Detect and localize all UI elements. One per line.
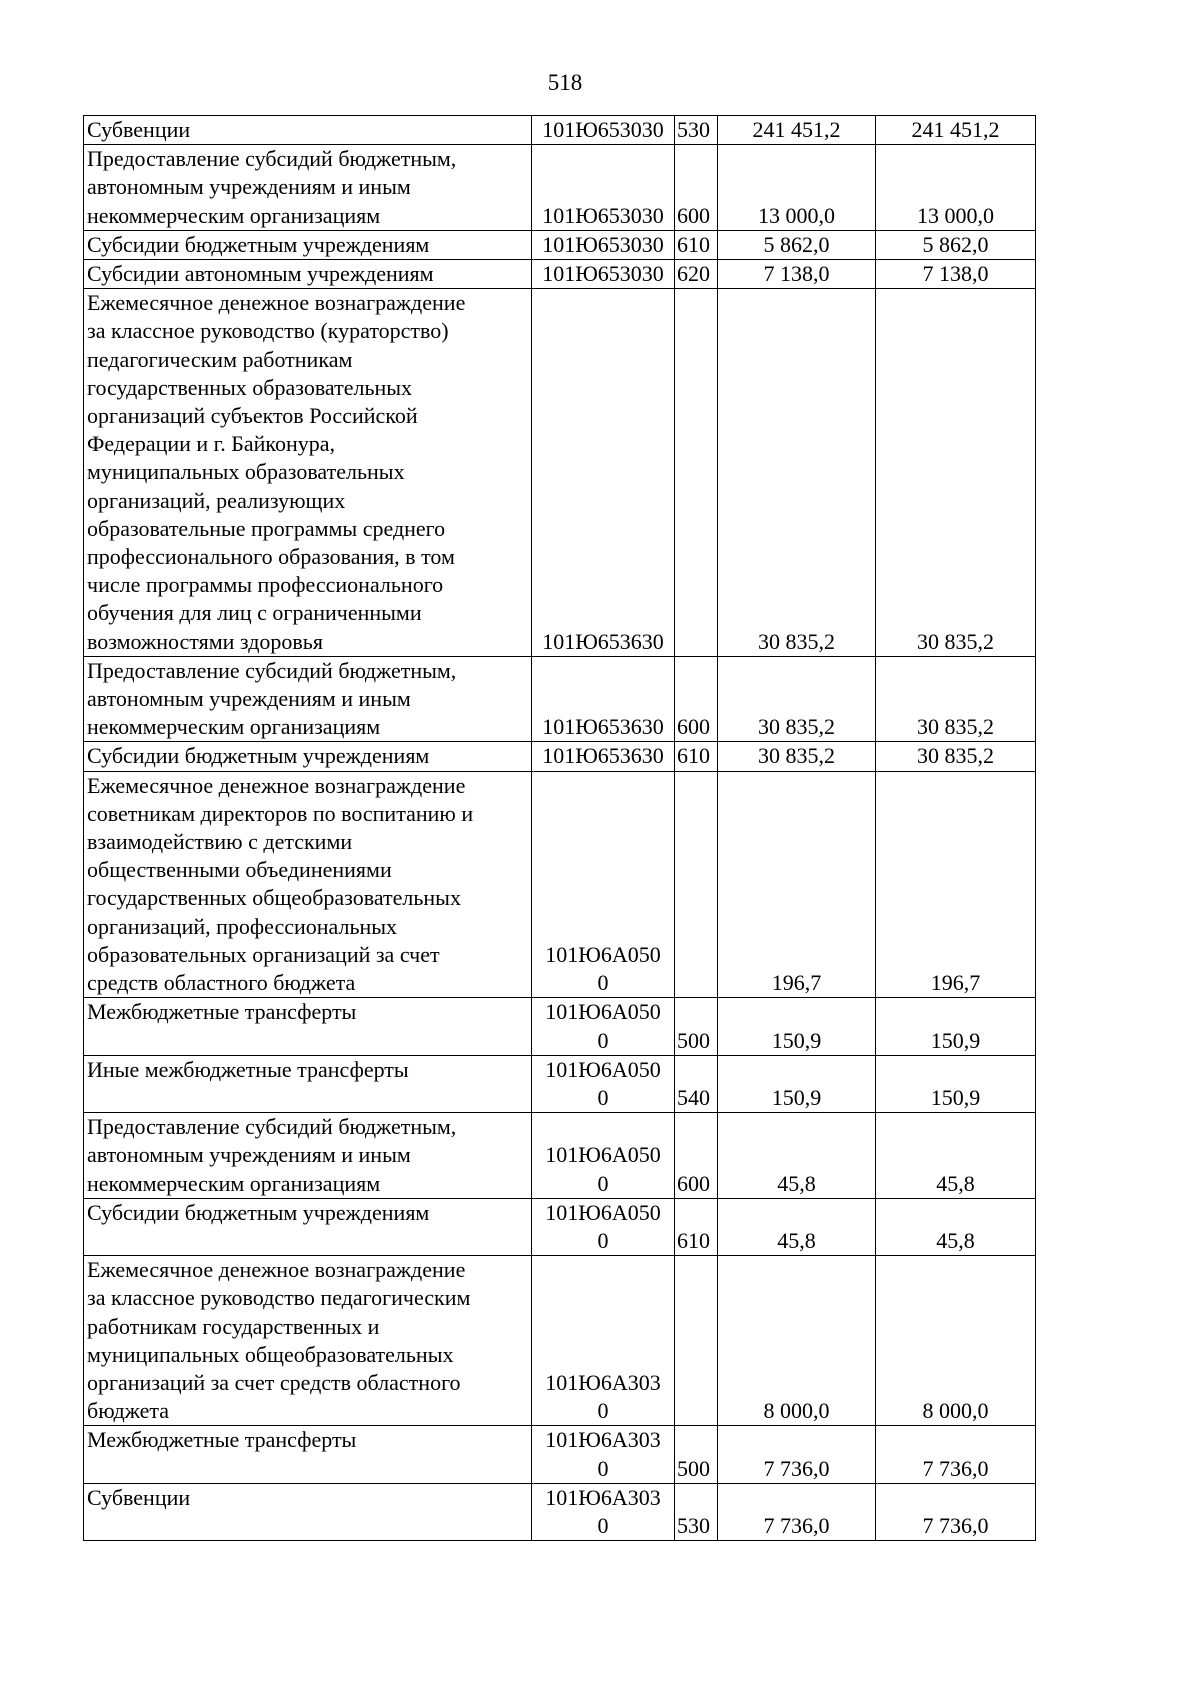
expense-type-cell: 600 [675,1113,718,1199]
amount-year-2-cell: 5 862,0 [876,230,1036,259]
target-code-cell: 101Ю653030 [532,116,675,145]
target-code-cell: 101Ю653630 [532,656,675,742]
expense-name-cell: Предоставление субсидий бюджетным, автономным учреждениям и иным некоммерческим организациям [84,1113,532,1199]
table-row [84,742,1036,771]
amount-year-2-cell: 13 000,0 [876,145,1036,231]
amount-year-1-cell: 150,9 [718,1055,876,1112]
expense-name-cell: Предоставление субсидий бюджетным, автономным учреждениям и иным некоммерческим организациям [84,656,532,742]
amount-year-1-cell: 241 451,2 [718,116,876,145]
amount-year-1-cell: 45,8 [718,1198,876,1255]
expense-name-cell: Ежемесячное денежное вознаграждение за классное руководство педагогическим работникам государственных и муниципальных общеобразовательных организаций за счет средств областного бюджета [84,1256,532,1426]
amount-year-1-cell: 7 138,0 [718,260,876,289]
amount-year-2-cell: 7 736,0 [876,1426,1036,1483]
target-code-cell: 101Ю6А050 0 [532,771,675,998]
expense-type-cell: 540 [675,1055,718,1112]
table-row [84,1198,1036,1255]
table-row [84,656,1036,742]
expense-type-cell: 610 [675,230,718,259]
expense-type-cell: 600 [675,656,718,742]
budget-table [83,115,1036,1541]
expense-name-cell: Ежемесячное денежное вознаграждение советникам директоров по воспитанию и взаимодействию с детскими общественными объединениями государственных общеобразовательных организаций, профессиональных образовательных организаций за счет средств областного бюджета [84,771,532,998]
expense-type-cell: 530 [675,116,718,145]
table-row [84,771,1036,998]
amount-year-1-cell: 8 000,0 [718,1256,876,1426]
target-code-cell: 101Ю6А303 0 [532,1426,675,1483]
amount-year-2-cell: 8 000,0 [876,1256,1036,1426]
target-code-cell: 101Ю6А303 0 [532,1256,675,1426]
expense-type-cell [675,1256,718,1426]
target-code-cell: 101Ю6А303 0 [532,1483,675,1540]
amount-year-2-cell: 241 451,2 [876,116,1036,145]
expense-type-cell [675,289,718,657]
table-row [84,1113,1036,1199]
table-row [84,1256,1036,1426]
amount-year-1-cell: 7 736,0 [718,1483,876,1540]
page-number: 518 [547,70,583,95]
amount-year-1-cell: 150,9 [718,998,876,1055]
table-row [84,116,1036,145]
target-code-cell: 101Ю6А050 0 [532,998,675,1055]
expense-type-cell: 610 [675,742,718,771]
amount-year-1-cell: 45,8 [718,1113,876,1199]
budget-table-body [84,116,1036,1541]
expense-type-cell: 610 [675,1198,718,1255]
target-code-cell: 101Ю6А050 0 [532,1055,675,1112]
amount-year-2-cell: 45,8 [876,1198,1036,1255]
expense-name-cell: Субсидии бюджетным учреждениям [84,230,532,259]
target-code-cell: 101Ю653030 [532,260,675,289]
amount-year-2-cell: 7 138,0 [876,260,1036,289]
expense-name-cell: Субвенции [84,116,532,145]
amount-year-2-cell: 30 835,2 [876,289,1036,657]
amount-year-2-cell: 150,9 [876,998,1036,1055]
expense-name-cell: Субсидии бюджетным учреждениям [84,1198,532,1255]
amount-year-1-cell: 196,7 [718,771,876,998]
target-code-cell: 101Ю6А050 0 [532,1113,675,1199]
amount-year-2-cell: 196,7 [876,771,1036,998]
expense-type-cell [675,771,718,998]
expense-type-cell: 500 [675,1426,718,1483]
table-row [84,289,1036,657]
expense-name-cell: Субсидии автономным учреждениям [84,260,532,289]
amount-year-1-cell: 30 835,2 [718,289,876,657]
amount-year-1-cell: 30 835,2 [718,656,876,742]
expense-type-cell: 600 [675,145,718,231]
table-row [84,1055,1036,1112]
table-row [84,1483,1036,1540]
amount-year-2-cell: 7 736,0 [876,1483,1036,1540]
target-code-cell: 101Ю6А050 0 [532,1198,675,1255]
expense-type-cell: 500 [675,998,718,1055]
target-code-cell: 101Ю653030 [532,145,675,231]
target-code-cell: 101Ю653630 [532,742,675,771]
amount-year-2-cell: 30 835,2 [876,656,1036,742]
amount-year-2-cell: 45,8 [876,1113,1036,1199]
table-row [84,998,1036,1055]
expense-name-cell: Ежемесячное денежное вознаграждение за классное руководство (кураторство) педагогическим работникам государственных образовательных организаций субъектов Российской Федерации и г. Байконура, муниципальных образовательных организаций, реализующих образовательные программы среднего профессионального образования, в том числе программы профессионального обучения для лиц с ограниченными возможностями здоровья [84,289,532,657]
table-row [84,260,1036,289]
expense-name-cell: Субсидии бюджетным учреждениям [84,742,532,771]
expense-type-cell: 530 [675,1483,718,1540]
expense-name-cell: Предоставление субсидий бюджетным, автономным учреждениям и иным некоммерческим организациям [84,145,532,231]
amount-year-1-cell: 7 736,0 [718,1426,876,1483]
table-row [84,145,1036,231]
target-code-cell: 101Ю653030 [532,230,675,259]
target-code-cell: 101Ю653630 [532,289,675,657]
expense-name-cell: Субвенции [84,1483,532,1540]
amount-year-2-cell: 150,9 [876,1055,1036,1112]
table-row [84,230,1036,259]
expense-name-cell: Межбюджетные трансферты [84,998,532,1055]
amount-year-1-cell: 13 000,0 [718,145,876,231]
expense-type-cell: 620 [675,260,718,289]
amount-year-1-cell: 5 862,0 [718,230,876,259]
expense-name-cell: Межбюджетные трансферты [84,1426,532,1483]
expense-name-cell: Иные межбюджетные трансферты [84,1055,532,1112]
amount-year-1-cell: 30 835,2 [718,742,876,771]
table-row [84,1426,1036,1483]
amount-year-2-cell: 30 835,2 [876,742,1036,771]
